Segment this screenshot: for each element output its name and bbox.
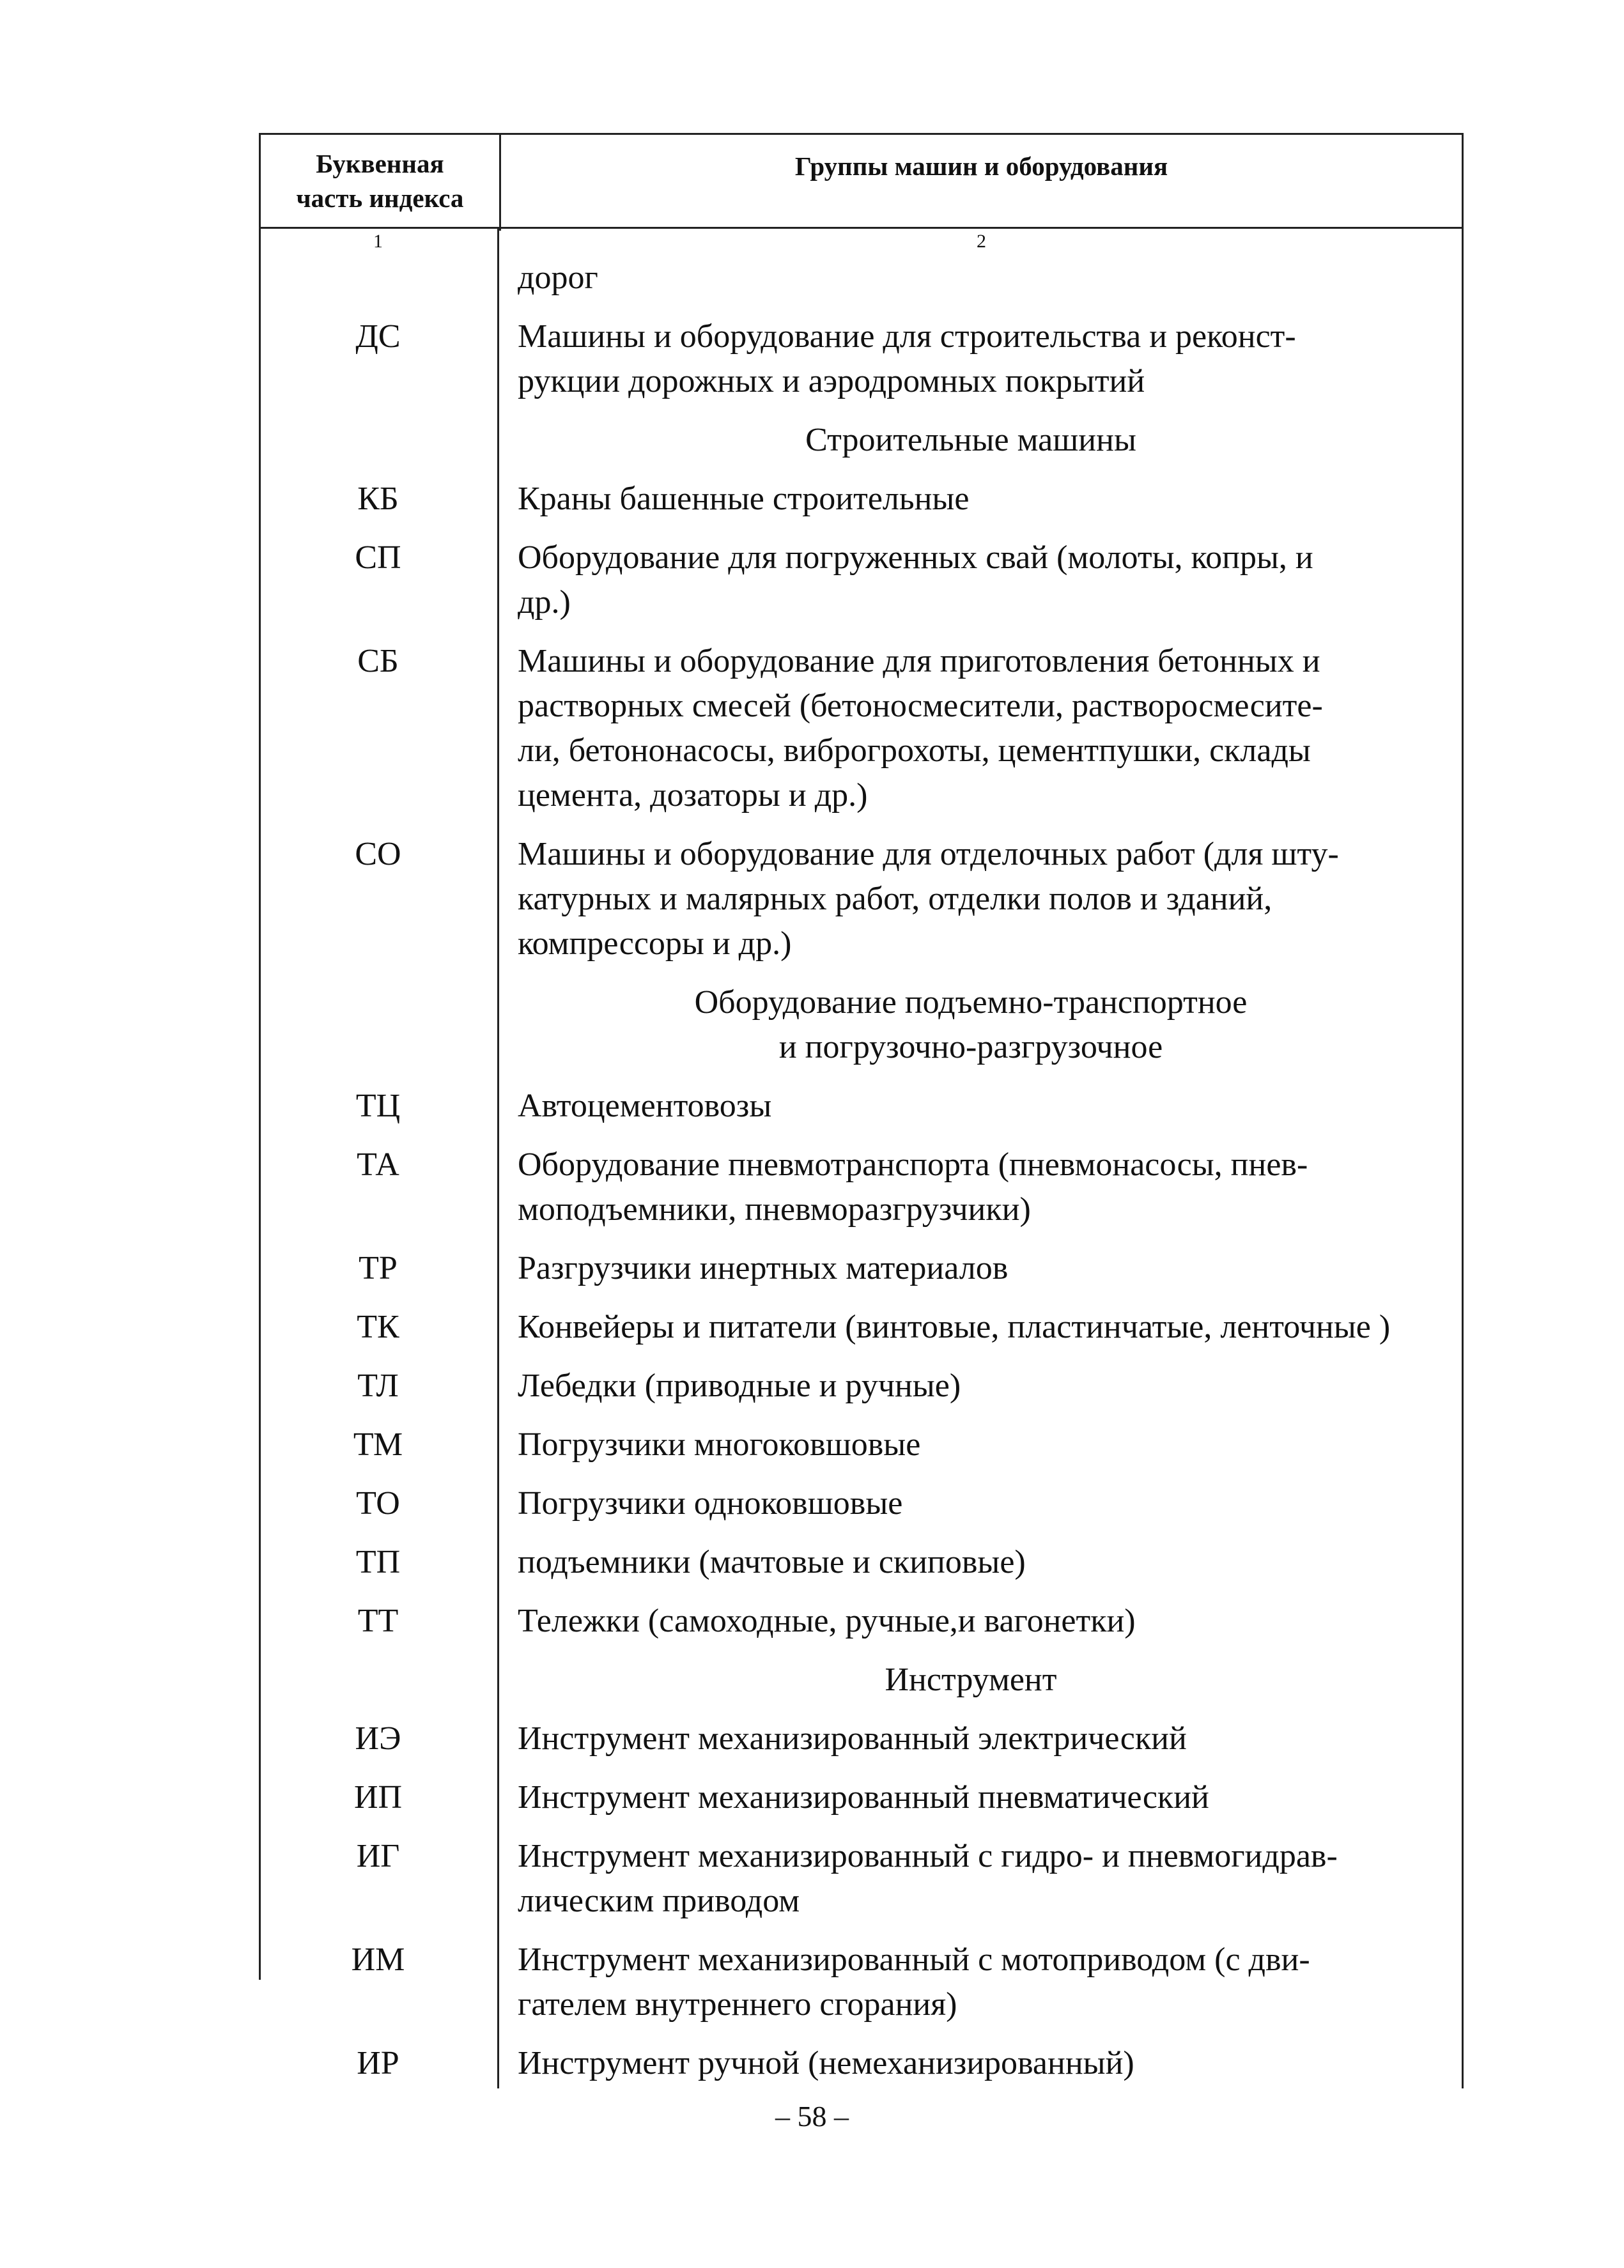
- index-code: ТЛ: [357, 1368, 399, 1404]
- index-code: СО: [355, 836, 401, 872]
- index-code: ИМ: [351, 1941, 405, 1978]
- table-row: [259, 1084, 1464, 1129]
- group-description: Краны башенные строительные: [518, 481, 970, 517]
- table-row: [259, 1834, 1464, 1924]
- index-code: ТА: [357, 1146, 399, 1183]
- group-description: Инструмент механизированный с гидро- и пневмогидрав- лическим приводом: [518, 1838, 1338, 1919]
- table-row: [259, 1305, 1464, 1350]
- index-code: КБ: [357, 481, 399, 517]
- group-description: Машины и оборудование для строительства и реконст- рукции дорожных и аэродромных покрытий: [518, 318, 1296, 399]
- table-row: [259, 1423, 1464, 1467]
- group-description: Инструмент ручной (немеханизированный): [518, 2045, 1134, 2081]
- group-description: Машины и оборудование для отделочных работ (для шту- катурных и малярных работ, отделки полов и зданий, компрессоры и др.): [518, 836, 1339, 962]
- index-code: ТЦ: [355, 1088, 401, 1124]
- table-row: [259, 832, 1464, 966]
- table-row: [259, 1938, 1464, 2027]
- index-code: СБ: [357, 643, 399, 679]
- section-heading-row: [259, 1658, 1464, 1702]
- index-code: ТМ: [353, 1426, 403, 1463]
- index-code: СП: [355, 539, 401, 576]
- table-row: [259, 639, 1464, 818]
- group-description: Инструмент механизированный пневматический: [518, 1779, 1209, 1816]
- index-code: [259, 980, 497, 1070]
- section-heading: Оборудование подъемно-транспортное и погрузочно-разгрузочное: [694, 984, 1248, 1065]
- section-heading: Строительные машины: [805, 422, 1136, 458]
- table-row: [259, 1246, 1464, 1291]
- group-description: дорог: [518, 259, 598, 296]
- table-row: [259, 1599, 1464, 1644]
- index-code: [259, 418, 497, 463]
- section-heading-row: [259, 418, 1464, 463]
- table-row: [259, 1364, 1464, 1408]
- table-row: [259, 1716, 1464, 1761]
- section-heading-row: [259, 980, 1464, 1070]
- column-number-1: 1: [373, 231, 383, 252]
- table-row: [259, 2041, 1464, 2086]
- group-description: Инструмент механизированный с мотоприводом (с дви- гателем внутреннего сгорания): [518, 1941, 1310, 2023]
- index-code: ТК: [357, 1309, 399, 1345]
- table-row: [259, 1481, 1464, 1526]
- group-description: Машины и оборудование для приготовления бетонных и растворных смесей (бетоносмесители, растворосмесите- ли, бетононасосы, виброгрохоты, цементпушки, склады цемента, дозаторы и др.): [518, 643, 1323, 814]
- column-number-2: 2: [977, 231, 986, 252]
- group-description: Автоцементовозы: [518, 1088, 772, 1124]
- group-description: подъемники (мачтовые и скиповые): [518, 1544, 1026, 1580]
- index-code: ИЭ: [355, 1720, 401, 1757]
- table-header: [259, 133, 1464, 229]
- table-body: [259, 256, 1464, 2100]
- group-description: Тележки (самоходные, ручные,и вагонетки): [518, 1603, 1136, 1639]
- group-description: Оборудование для погруженных свай (молоты, копры, и др.): [518, 539, 1313, 621]
- header-machine-groups: Группы машин и оборудования: [794, 151, 1168, 181]
- table-row: [259, 314, 1464, 404]
- page-number: – 58 –: [775, 2100, 849, 2133]
- index-code: ТО: [356, 1485, 400, 1522]
- group-description: Конвейеры и питатели (винтовые, пластинчатые, ленточные ): [518, 1309, 1391, 1345]
- group-description: Оборудование пневмотранспорта (пневмонасосы, пнев- моподъемники, пневморазгрузчики): [518, 1146, 1308, 1228]
- index-code: ТТ: [357, 1603, 399, 1639]
- machine-groups-table: [259, 133, 1464, 2088]
- table-row: [259, 477, 1464, 521]
- index-code: ТП: [355, 1544, 401, 1580]
- index-code: ДС: [355, 318, 401, 355]
- index-code: [259, 1658, 497, 1702]
- section-heading: Инструмент: [885, 1662, 1057, 1698]
- index-code: ИП: [353, 1779, 403, 1816]
- index-code: [259, 256, 497, 300]
- table-row: [259, 1775, 1464, 1820]
- table-row: [259, 536, 1464, 625]
- index-code: ТР: [359, 1250, 398, 1286]
- group-description: Разгрузчики инертных материалов: [518, 1250, 1009, 1286]
- table-row: [259, 256, 1464, 300]
- header-index-letters: Буквенная часть индекса: [296, 149, 464, 213]
- group-description: Погрузчики одноковшовые: [518, 1485, 903, 1522]
- table-row: [259, 1540, 1464, 1585]
- group-description: Инструмент механизированный электрический: [518, 1720, 1187, 1757]
- group-description: Лебедки (приводные и ручные): [518, 1368, 961, 1404]
- group-description: Погрузчики многоковшовые: [518, 1426, 921, 1463]
- table-row: [259, 1143, 1464, 1232]
- index-code: ИГ: [356, 1838, 400, 1874]
- index-code: ИР: [357, 2045, 399, 2081]
